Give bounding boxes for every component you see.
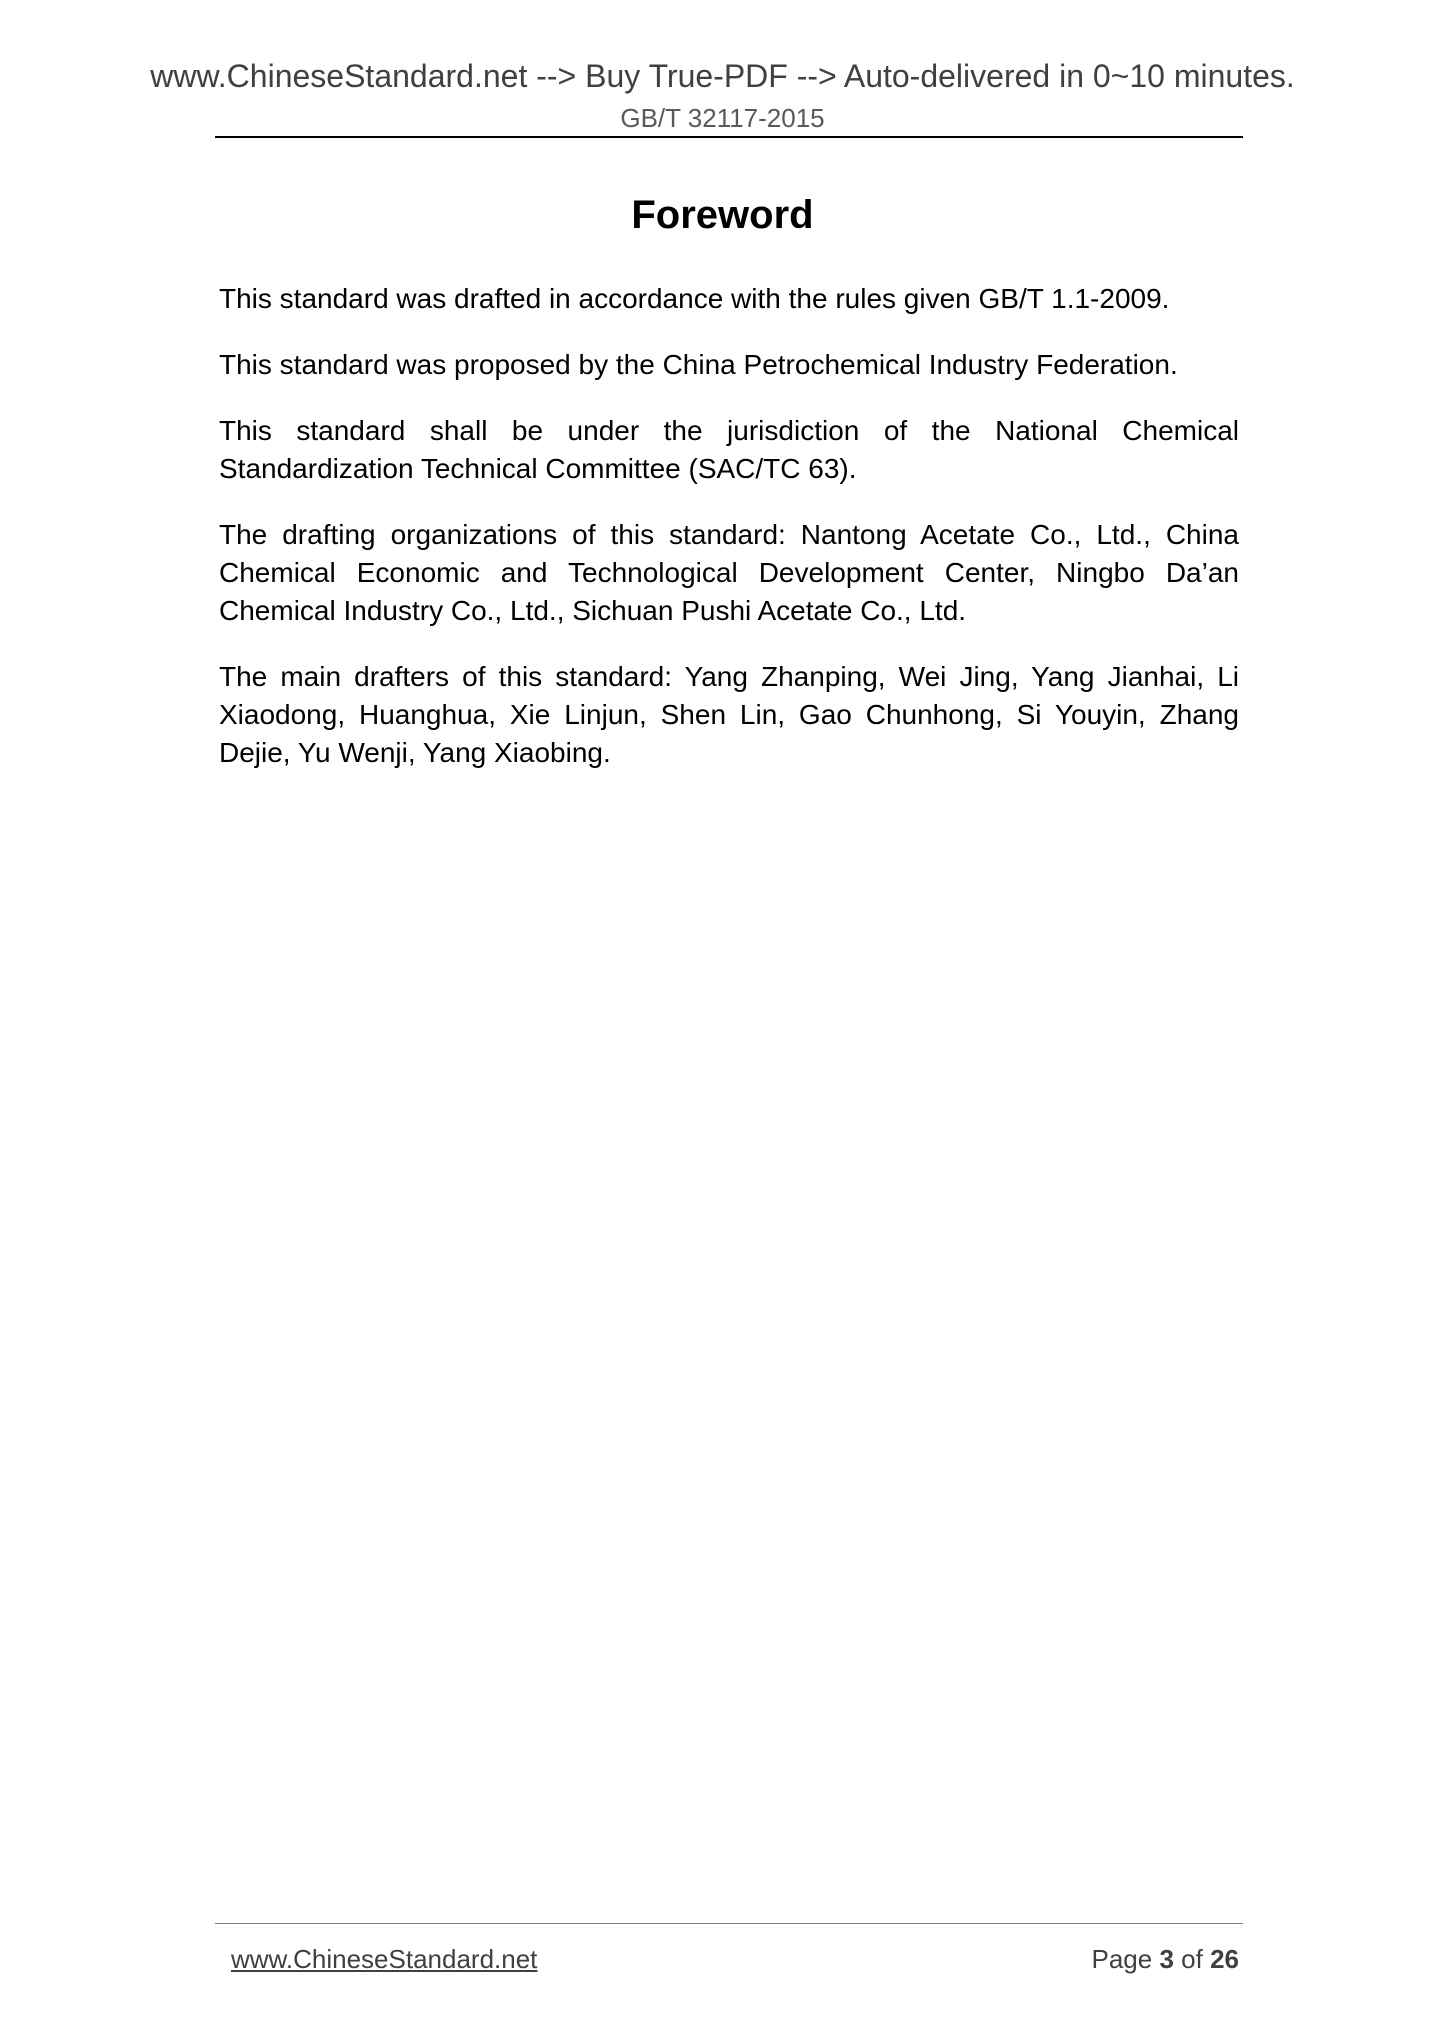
page-word: Page <box>1091 1944 1153 1974</box>
paragraph-jurisdiction: This standard shall be under the jurisdiction of the National Chemical Standardization Technical Committee (SAC/TC 63). <box>219 415 1239 484</box>
footer-website-link[interactable]: www.ChineseStandard.net <box>231 1944 538 1974</box>
standard-code: GB/T 32117-2015 <box>620 103 825 133</box>
footer-divider <box>215 1923 1243 1924</box>
paragraph-drafting-organizations: The drafting organizations of this standard: Nantong Acetate Co., Ltd., China Chemical Economic and Technological Development Center, Ningbo Da’an Chemical Industry Co., Ltd., Sichuan Pushi Acetate Co., Ltd. <box>219 519 1239 626</box>
paragraph-proposer: This standard was proposed by the China Petrochemical Industry Federation. <box>219 349 1178 380</box>
page-title: Foreword <box>631 193 814 237</box>
foreword-body <box>219 280 1239 800</box>
paragraph-main-drafters: The main drafters of this standard: Yang Zhanping, Wei Jing, Yang Jianhai, Li Xiaodong, Huanghua, Xie Linjun, Shen Lin, Gao Chunhong, Si Youyin, Zhang Dejie, Yu Wenji, Yang Xiaobing. <box>219 661 1239 768</box>
page-current: 3 <box>1159 1944 1174 1974</box>
header-divider <box>215 136 1243 138</box>
header-banner: www.ChineseStandard.net --> Buy True-PDF --> Auto-delivered in 0~10 minutes. <box>150 58 1295 94</box>
page-number <box>1091 1943 1239 1975</box>
paragraph-drafting-rules: This standard was drafted in accordance with the rules given GB/T 1.1-2009. <box>219 283 1170 314</box>
page-of: of <box>1181 1944 1203 1974</box>
page-total: 26 <box>1210 1944 1239 1974</box>
